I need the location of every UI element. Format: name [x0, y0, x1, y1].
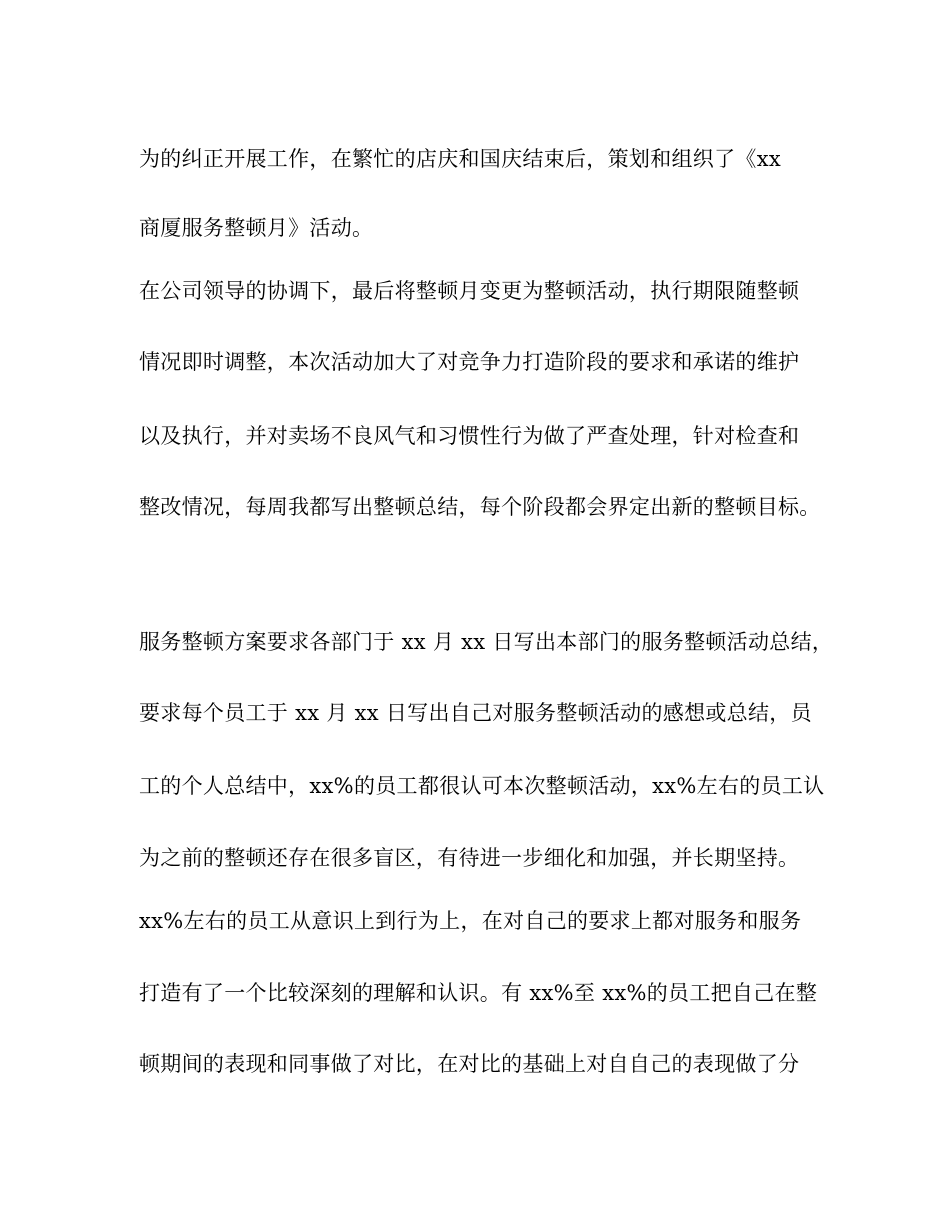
text-line: 整改情况，每周我都写出整顿总结，每个阶段都会界定出新的整顿目标。 [139, 495, 821, 519]
text-line: 为之前的整顿还存在很多盲区，有待进一步细化和加强，并长期坚持。 [139, 846, 800, 870]
text-line: 情况即时调整，本次活动加大了对竞争力打造阶段的要求和承诺的维护 [139, 350, 800, 374]
text-line: 以及执行，并对卖场不良风气和习惯性行为做了严查处理，针对检查和 [139, 424, 800, 448]
text-line: 在公司领导的协调下，最后将整顿月变更为整顿活动，执行期限随整顿 [139, 279, 800, 303]
text-line: 顿期间的表现和同事做了对比，在对比的基础上对自自己的表现做了分 [139, 1052, 800, 1076]
text-line: 工的个人总结中，xx%的员工都很认可本次整顿活动，xx%左右的员工认 [139, 774, 825, 798]
text-line: 打造有了一个比较深刻的理解和认识。有 xx%至 xx%的员工把自己在整 [139, 981, 818, 1005]
text-line: 要求每个员工于 xx 月 xx 日写出自己对服务整顿活动的感想或总结，员 [139, 701, 812, 725]
text-line: 为的纠正开展工作，在繁忙的店庆和国庆结束后，策划和组织了《xx [139, 147, 781, 171]
text-line: 服务整顿方案要求各部门于 xx 月 xx 日写出本部门的服务整顿活动总结， [139, 630, 834, 654]
text-line: xx%左右的员工从意识上到行为上，在对自己的要求上都对服务和服务 [139, 909, 802, 933]
text-line: 商厦服务整顿月》活动。 [139, 216, 374, 240]
